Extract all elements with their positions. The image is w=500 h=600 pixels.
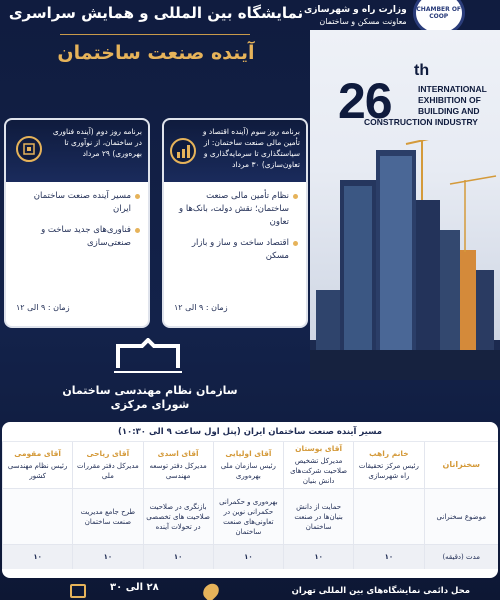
seal-text: CHAMBER OF COOP bbox=[416, 6, 462, 20]
topic-cell: بهره‌وری و حکمرانی حکمرانی نوین در تعاونی‌های صنعت ساختمان bbox=[213, 489, 283, 545]
card-item: مسیر آینده صنعت ساختمان ایران bbox=[14, 190, 140, 216]
event-date: ۲۸ الی ۳۰ bbox=[110, 582, 159, 593]
council-line2: شورای مرکزی bbox=[110, 398, 190, 411]
panel-title: مسیر آینده صنعت ساختمان ایران (پنل اول ساعت ۹ الی ۱۰:۳۰) bbox=[2, 422, 498, 442]
card-heading: برنامه روز سوم (آینده اقتصاد و تأمین مالی صنعت ساختمان: از سیاستگذاری تا سرمایه‌گذاری و تعاون‌سازی) ۳۰ مرداد bbox=[202, 127, 300, 169]
footer bbox=[0, 580, 500, 600]
exhibition-line3: BUILDING AND bbox=[418, 106, 480, 116]
speaker-name: آقای بوستان bbox=[295, 444, 343, 453]
calendar-icon bbox=[70, 584, 86, 598]
speaker-cell bbox=[143, 442, 213, 489]
topic-cell: طرح جامع مدیریت صنعت ساختمان bbox=[73, 489, 143, 545]
ministry-line2: معاونت مسکن و ساختمان bbox=[319, 17, 407, 26]
speaker-role: رئیس سازمان ملی بهره‌وری bbox=[220, 462, 276, 480]
card-time: زمان : ۹ الی ۱۲ bbox=[174, 303, 228, 312]
speaker-cell bbox=[213, 442, 283, 489]
speaker-name: آقای اولیایی bbox=[225, 449, 272, 458]
ministry-name bbox=[304, 0, 407, 28]
duration-cell: ۱۰ bbox=[3, 545, 73, 569]
speaker-name: آقای ریاحی bbox=[86, 449, 130, 458]
speaker-role: رئیس نظام مهندسی کشور bbox=[7, 462, 68, 480]
speaker-cell bbox=[284, 442, 354, 489]
council-name bbox=[0, 384, 300, 412]
program-card-day2 bbox=[4, 118, 150, 328]
bar-chart-icon bbox=[170, 138, 196, 164]
topic-cell: حمایت از دانش بنیان‌ها در صنعت ساختمان bbox=[284, 489, 354, 545]
duration-cell: ۱۰ bbox=[73, 545, 143, 569]
ministry-line1: وزارت راه و شهرسازی bbox=[304, 5, 407, 15]
panel-schedule-card bbox=[2, 422, 498, 578]
speaker-name: آقای اسدی bbox=[157, 449, 199, 458]
row-header: موضوع سخنرانی bbox=[424, 489, 498, 545]
chip-icon bbox=[16, 136, 42, 162]
card-item: نظام تأمین مالی صنعت ساختمان؛ نقش دولت، بانک‌ها و تعاون bbox=[172, 190, 298, 229]
council-logo bbox=[112, 338, 184, 374]
card-header bbox=[6, 120, 148, 182]
duration-cell: ۱۰ bbox=[284, 545, 354, 569]
speaker-name: آقای مقومی bbox=[14, 449, 61, 458]
edition-number: 26 bbox=[338, 73, 392, 129]
exhibition-name bbox=[364, 84, 500, 128]
card-heading: برنامه روز دوم (آینده فناوری در ساختمان، از نوآوری تا بهره‌وری) ۲۹ مرداد bbox=[52, 127, 142, 158]
topic-cell bbox=[354, 489, 424, 545]
event-title: نمایشگاه بین المللی و همایش سراسری bbox=[8, 4, 304, 22]
row-header: سخنرانان bbox=[424, 442, 498, 489]
location-pin-icon bbox=[200, 581, 222, 600]
duration-cell: ۱۰ bbox=[354, 545, 424, 569]
speaker-role: مدیرکل دفتر توسعه مهندسی bbox=[149, 462, 207, 480]
exhibition-line4: CONSTRUCTION INDUSTRY bbox=[364, 117, 478, 127]
table-row bbox=[3, 545, 499, 569]
row-header: مدت (دقیقه) bbox=[424, 545, 498, 569]
card-header bbox=[164, 120, 306, 182]
program-card-day3 bbox=[162, 118, 308, 328]
card-item: فناوری‌های جدید ساخت و صنعتی‌سازی bbox=[14, 224, 140, 250]
card-time: زمان : ۹ الی ۱۲ bbox=[16, 303, 70, 312]
speaker-table bbox=[2, 442, 498, 569]
card-body bbox=[164, 182, 306, 279]
speaker-cell bbox=[354, 442, 424, 489]
speaker-role: مدیرکل تشخیص صلاحیت شرکت‌های دانش بنیان bbox=[290, 457, 348, 485]
council-line1: سازمان نظام مهندسی ساختمان bbox=[62, 384, 238, 397]
event-subtitle: آینده صنعت ساختمان bbox=[57, 42, 255, 64]
speaker-cell bbox=[3, 442, 73, 489]
duration-cell: ۱۰ bbox=[143, 545, 213, 569]
event-location: محل دائمی نمایشگاه‌های بین المللی تهران bbox=[291, 586, 470, 596]
card-body bbox=[6, 182, 148, 266]
card-item: اقتصاد ساخت و ساز و بازار مسکن bbox=[172, 237, 298, 263]
skyscrapers-illustration bbox=[310, 140, 500, 380]
table-row bbox=[3, 489, 499, 545]
title-divider bbox=[60, 34, 250, 35]
duration-cell: ۱۰ bbox=[213, 545, 283, 569]
topic-cell: بازنگری در صلاحیت صلاحیت های تخصصی در تحولات آینده bbox=[143, 489, 213, 545]
table-row bbox=[3, 442, 499, 489]
topic-cell bbox=[3, 489, 73, 545]
speaker-role: رئیس مرکز تحقیقات راه شهرسازی bbox=[358, 462, 419, 480]
speaker-cell bbox=[73, 442, 143, 489]
speaker-role: مدیرکل دفتر مقررات ملی bbox=[76, 462, 139, 480]
edition-suffix: th bbox=[414, 62, 430, 79]
speaker-name: خانم راهب bbox=[369, 449, 409, 458]
exhibition-line1: INTERNATIONAL bbox=[418, 84, 487, 94]
exhibition-line2: EXHIBITION OF bbox=[418, 95, 481, 105]
